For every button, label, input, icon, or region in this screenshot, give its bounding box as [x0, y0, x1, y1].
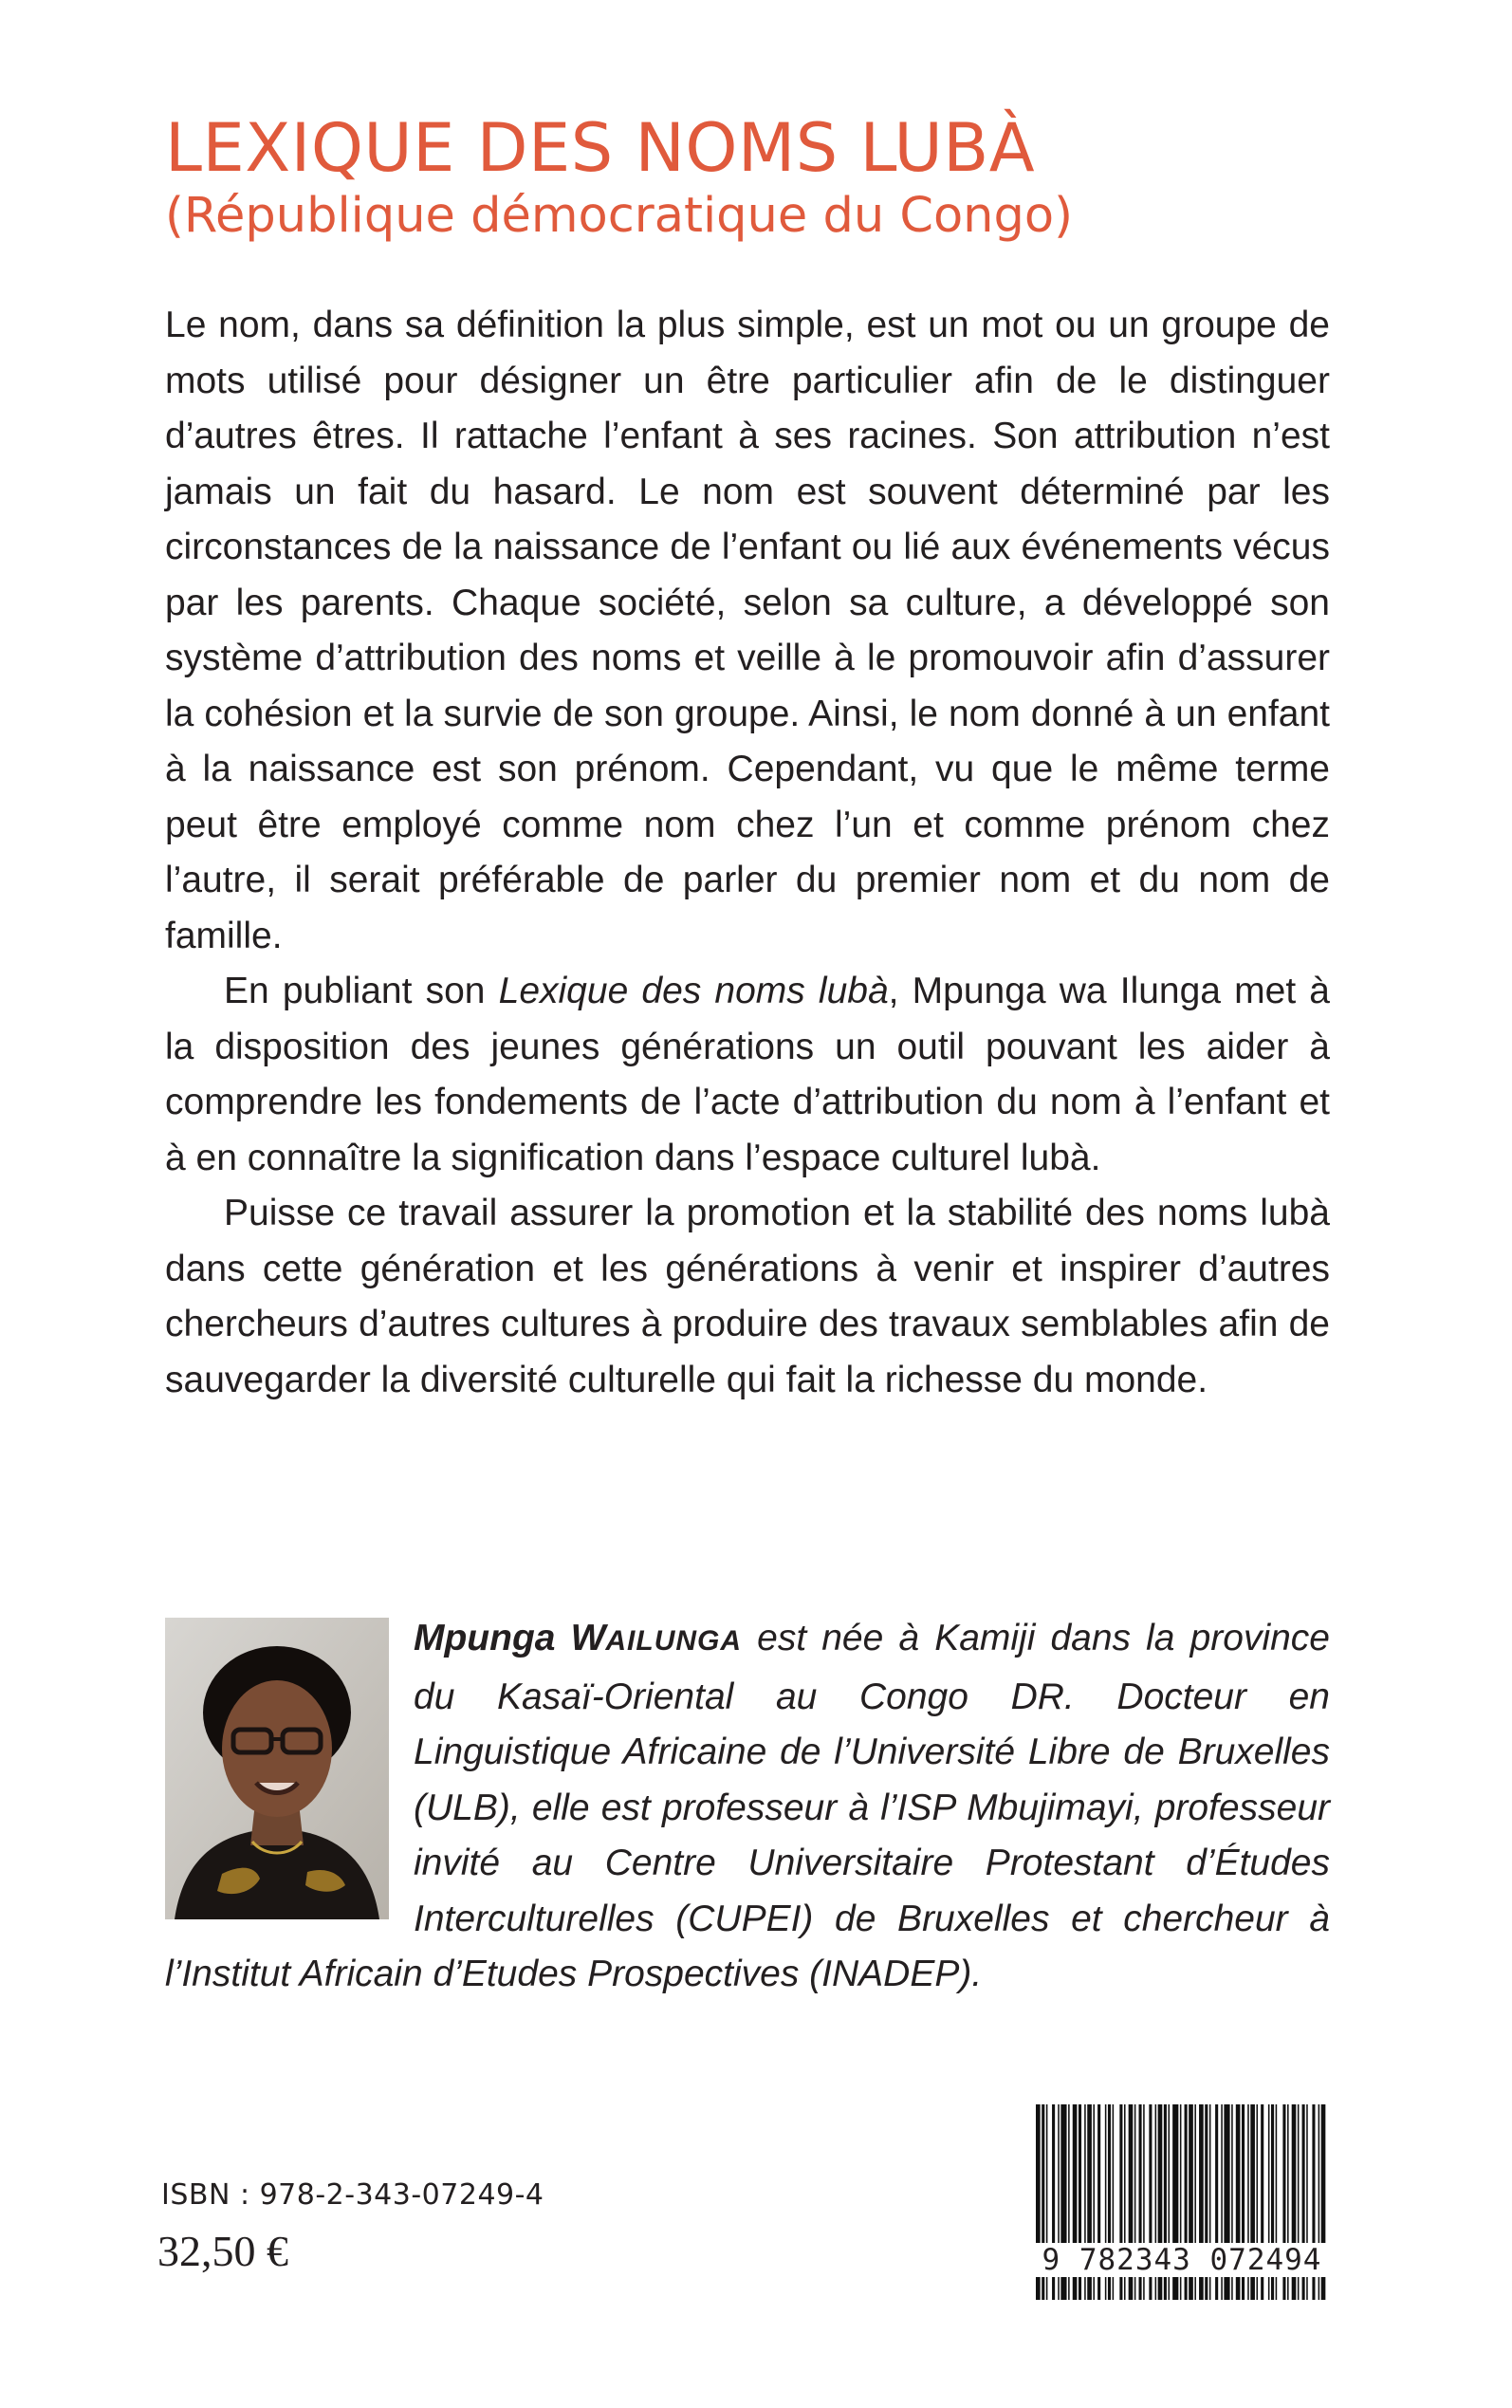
author-surname-rest: AILUNGA: [605, 1625, 743, 1657]
book-title: LEXIQUE DES NOMS LUBÀ: [165, 109, 1036, 187]
book-price: 32,50 €: [157, 2227, 288, 2275]
author-biography: [165, 1611, 1330, 2003]
photo-spacer: [165, 1611, 414, 1938]
book-subtitle: (République démocratique du Congo): [165, 188, 1073, 244]
author-first-name: Mpunga: [414, 1618, 571, 1658]
blurb-p2-after: , Mpunga wa Ilunga met à la disposition des jeunes générations un outil pouvant les aider à comprendre les fondements de l’acte d’attribution du nom à l’enfant et à en connaître la signification dans l’espace culturel lubà.: [165, 971, 1330, 1178]
barcode-digits: 9 782343 072494: [1034, 2243, 1330, 2277]
isbn-number: ISBN : 978-2-343-07249-4: [161, 2178, 544, 2212]
author-bio-text: est née à Kamiji dans la province du Kasaï-Oriental au Congo DR. Docteur en Linguistique Africaine de l’Université Libre de Bruxelles (ULB), elle est professeur à l’ISP Mbujimayi, professeur invité au Centre Universitaire Protestant d’Études Interculturelles (CUPEI) de Bruxelles et chercheur à l’Institut Africain d’Etudes Prospectives (INADEP).: [165, 1618, 1330, 1994]
author-surname-initial: W: [570, 1618, 606, 1658]
blurb-paragraph-3: Puisse ce travail assurer la promotion et la stabilité des noms lubà dans cette génération et les générations à venir et inspirer d’autres chercheurs d’autres cultures à produire des travaux semblables afin de sauvegarder la diversité culturelle qui fait la richesse du monde.: [165, 1193, 1330, 1400]
blurb-p2-before: En publiant son: [224, 971, 499, 1011]
blurb-paragraph-1: Le nom, dans sa définition la plus simple, est un mot ou un groupe de mots utilisé pour désigner un être particulier afin de le distinguer d’autres êtres. Il rattache l’enfant à ses racines. Son attribution n’est jamais un fait du hasard. Le nom est souvent déterminé par les circonstances de la naissance de l’enfant ou lié aux événements vécus par les parents. Chaque société, selon sa culture, a développé son système d’attribution des noms et veille à le promouvoir afin d’assurer la cohésion et la survie de son groupe. Ainsi, le nom donné à un enfant à la naissance est son prénom. Cependant, vu que le même terme peut être employé comme nom chez l’un et comme prénom chez l’autre, il serait préférable de parler du premier nom et du nom de famille.: [165, 305, 1330, 956]
blurb-paragraph-2: [165, 964, 1330, 1186]
back-cover-blurb: [165, 298, 1330, 1408]
book-title-italic: Lexique des noms lubà: [498, 971, 889, 1011]
author-name: [414, 1618, 742, 1658]
